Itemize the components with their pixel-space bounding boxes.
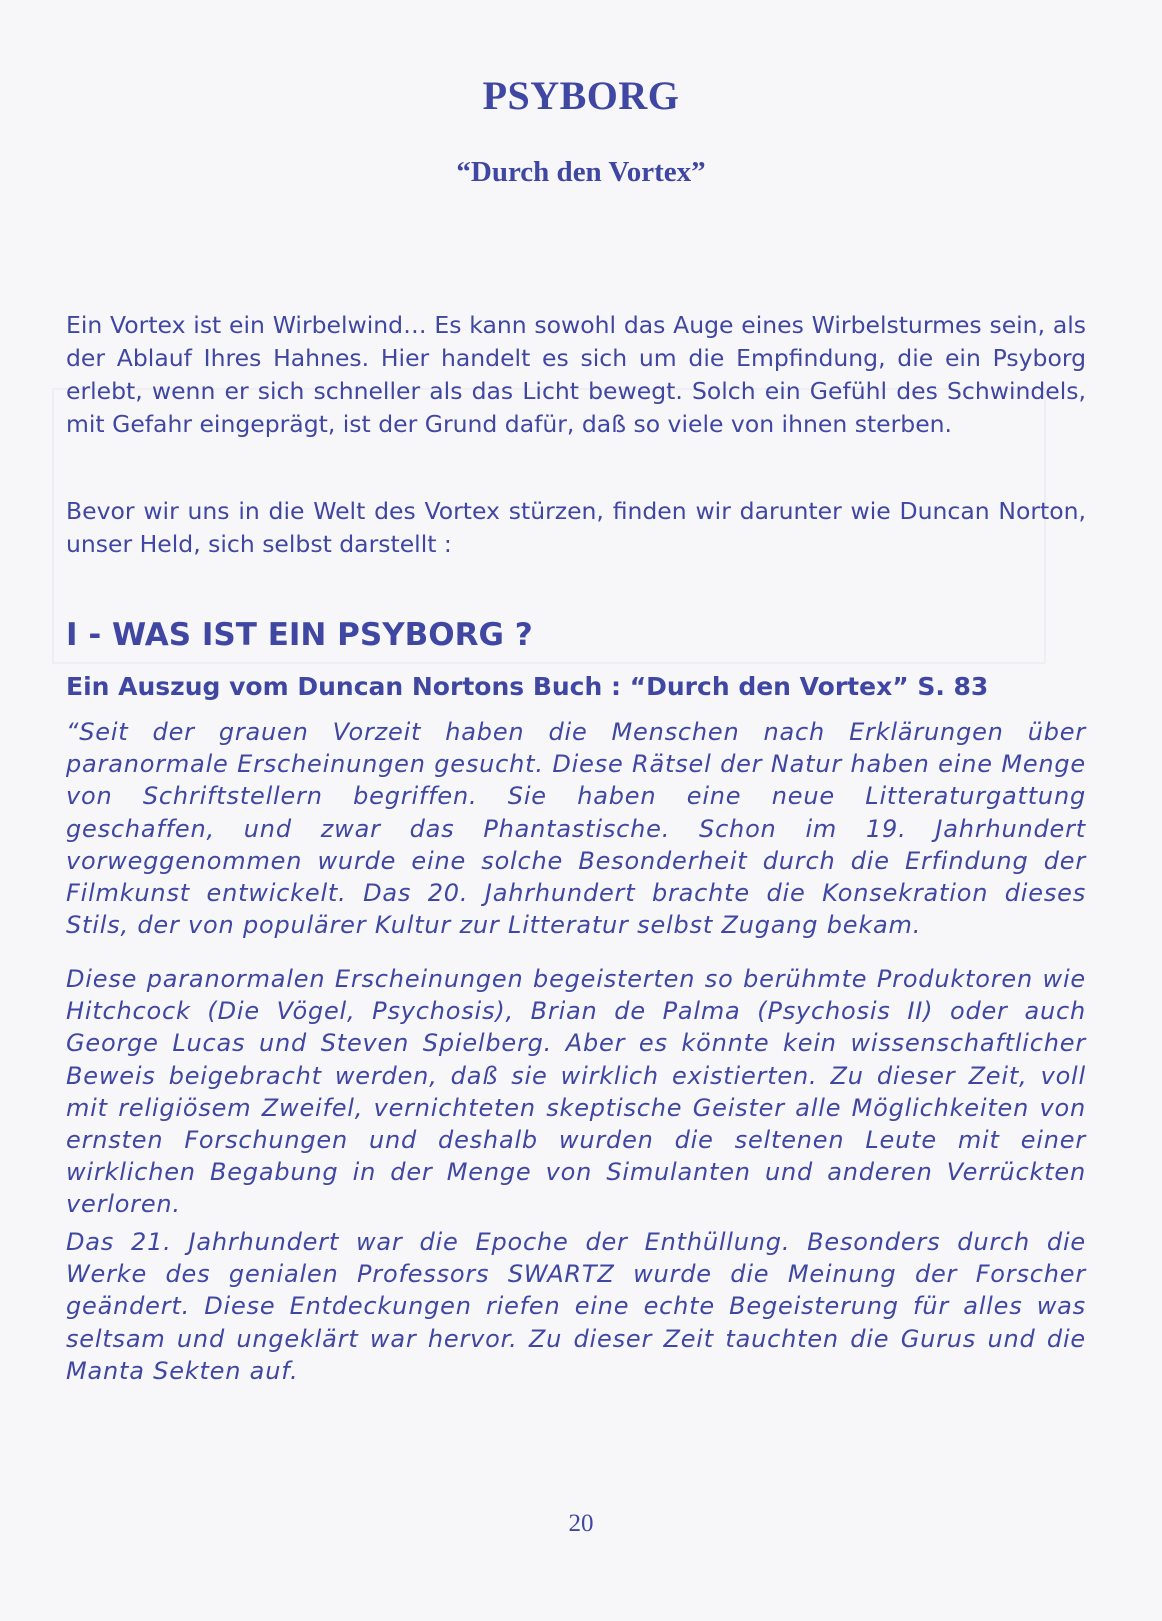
page-title: PSYBORG: [482, 73, 680, 118]
intro-paragraph-1: Ein Vortex ist ein Wirbelwind… Es kann sowohl das Auge eines Wirbelsturmes sein, als der Ablauf Ihres Hahnes. Hier handelt es sich um die Empfindung, die ein Psyborg erlebt, wenn er sich schneller als das Licht bewegt. Solch ein Gefühl des Schwindels, mit Gefahr eingeprägt, ist der Grund dafür, daß so viele von ihnen sterben.: [66, 311, 1086, 438]
quote-paragraph-3: Das 21. Jahrhundert war die Epoche der Enthüllung. Besonders durch die Werke des genialen Professors SWARTZ wurde die Meinung der Forscher geändert. Diese Entdeckungen riefen eine echte Begeisterung für alles was seltsam und ungeklärt war hervor. Zu dieser Zeit tauchten die Gurus und die Manta Sekten auf.: [66, 1228, 1086, 1385]
page-subtitle: “Durch den Vortex”: [456, 156, 706, 188]
intro-paragraph-2: Bevor wir uns in die Welt des Vortex stürzen, finden wir darunter wie Duncan Norton, unser Held, sich selbst darstellt :: [66, 497, 1086, 558]
page-number: 20: [568, 1510, 594, 1537]
quote-paragraph-1: “Seit der grauen Vorzeit haben die Menschen nach Erklärungen über paranormale Erscheinungen gesucht. Diese Rätsel der Natur haben eine Menge von Schriftstellern begriffen. Sie haben eine neue Litteraturgattung geschaffen, und zwar das Phantastische. Schon im 19. Jahrhundert vorweggenommen wurde eine solche Besonderheit durch die Erfindung der Filmkunst entwickelt. Das 20. Jahrhundert brachte die Konsekration dieses Stils, der von populärer Kultur zur Litteratur selbst Zugang bekam.: [66, 718, 1086, 940]
section-heading: I - WAS IST EIN PSYBORG ?: [66, 617, 533, 653]
quote-paragraph-2: Diese paranormalen Erscheinungen begeisterten so berühmte Produktoren wie Hitchcock (Die Vögel, Psychosis), Brian de Palma (Psychosis II) oder auch George Lucas und Steven Spielberg. Aber es könnte kein wissenschaftlicher Beweis beigebracht werden, daß sie wirklich existierten. Zu dieser Zeit, voll mit religiösem Zweifel, vernichteten skeptische Geister alle Möglichkeiten von ernsten Forschungen und deshalb wurden die seltenen Leute mit einer wirklichen Begabung in der Menge von Simulanten und anderen Verrückten verloren.: [66, 965, 1086, 1219]
book-excerpt-heading: Ein Auszug vom Duncan Nortons Buch : “Durch den Vortex” S. 83: [66, 672, 989, 701]
